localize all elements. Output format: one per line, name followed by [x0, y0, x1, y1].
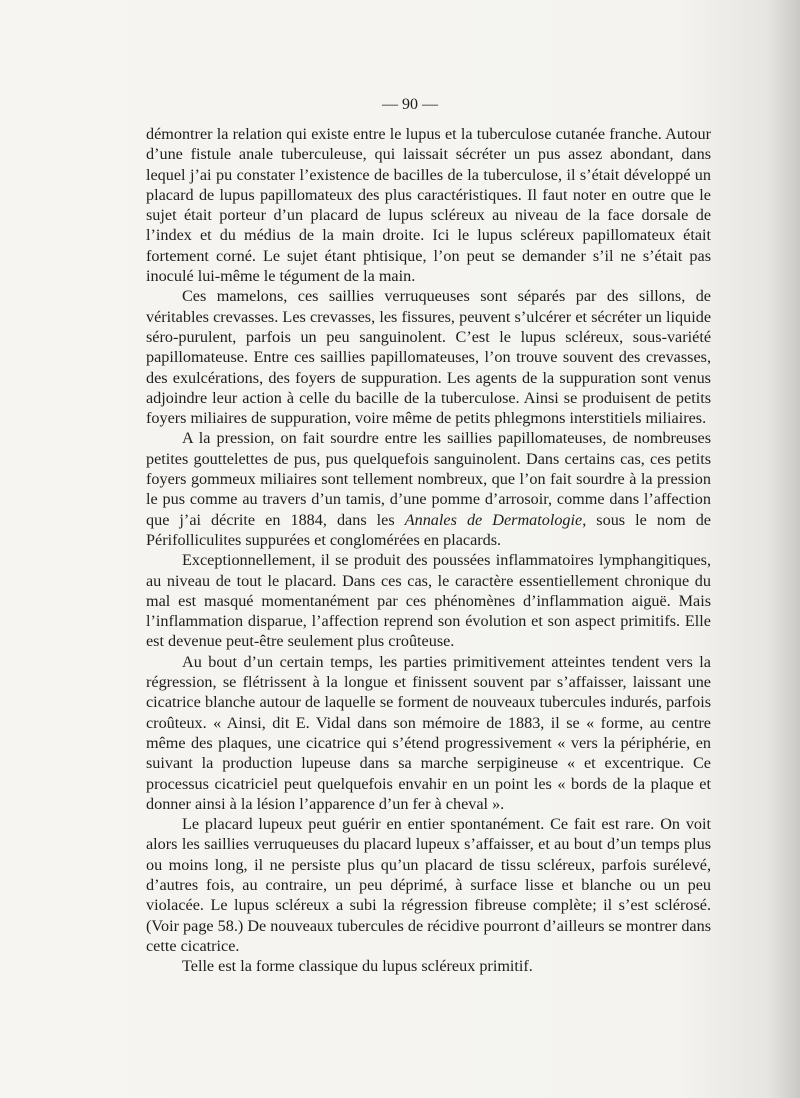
paragraph-4: Exceptionnellement, il se produit des poussées inflammatoires lymphangitiques, au niveau de tout le placard. Dans ces cas, le caractère essentiellement chronique du mal est masqué momentanément par ces phénomènes d’inflammation aiguë. Mais l’inflammation disparue, l’affection reprend son évolution et son aspect primitifs. Elle est devenue peut-être seulement plus croûteuse. — [146, 551, 711, 651]
paragraph-3-tail: , sous le nom de Périfolliculites suppurées et conglomérées en placards. — [146, 510, 711, 549]
journal-title: Annales de Dermatologie — [404, 510, 583, 529]
body-text — [146, 124, 711, 976]
paragraph-1: démontrer la relation qui existe entre le lupus et la tuberculose cutanée franche. Autour d’une fistule anale tuberculeuse, qui laissait sécréter un pus assez abondant, dans lequel j’ai pu constater l’existence de bacilles de la tuberculose, il s’était développé un placard de lupus papillomateux des plus caractéristiques. Il faut noter en outre que le sujet était porteur d’un placard de lupus scléreux au niveau de la face dorsale de l’index et du médius de la main droite. Ici le lupus scléreux papillomateux était fortement corné. Le sujet étant phtisique, l’on peut se demander s’il ne s’était pas inoculé lui-même le tégument de la main. — [146, 125, 711, 286]
paragraph-6: Le placard lupeux peut guérir en entier spontanément. Ce fait est rare. On voit alors les saillies verruqueuses du placard lupeux s’affaisser, et au bout d’un temps plus ou moins long, il ne persiste plus qu’un placard de tissu scléreux, parfois surélevé, d’autres fois, au contraire, un peu déprimé, à surface lisse et blanche ou un peu violacée. Le lupus scléreux a subi la régression fibreuse complète; il s’est sclérosé. (Voir page 58.) De nouveaux tubercules de récidive pourront d’ailleurs se montrer dans cette cicatrice. — [146, 815, 711, 955]
paragraph-3-text: A la pression, on fait sourdre entre les saillies papillomateuses, de nombreuses petites gouttelettes de pus, pus quelquefois sanguinolent. Dans certains cas, ces petits foyers gommeux miliaires sont tellement nombreux, que l’on fait sourdre à la pression le pus comme au travers d’un tamis, d’une pomme d’arrosoir, comme dans l’affection que j’ai décrite en 1884, dans les — [146, 429, 711, 529]
page-number: — 90 — — [382, 96, 438, 113]
paragraph-7: Telle est la forme classique du lupus scléreux primitif. — [182, 957, 533, 976]
paragraph-5: Au bout d’un certain temps, les parties primitivement atteintes tendent vers la régression, se flétrissent à la longue et finissent souvent par s’affaisser, laissant une cicatrice blanche autour de laquelle se forment de nouveaux tubercules indurés, parfois croûteux. « Ainsi, dit E. Vidal dans son mémoire de 1883, il se « forme, au centre même des plaques, une cicatrice qui s’étend progressivement « vers la périphérie, en suivant la production lupeuse dans sa marche serpigineuse « et excentrique. Ce processus cicatriciel peut quelquefois envahir en un point les « bords de la plaque et donner ainsi à la lésion l’apparence d’un fer à cheval ». — [146, 652, 711, 813]
paragraph-2: Ces mamelons, ces saillies verruqueuses sont séparés par des sillons, de véritables crevasses. Les crevasses, les fissures, peuvent s’ulcérer et sécréter un liquide séro-purulent, parfois un peu sanguinolent. C’est le lupus scléreux, sous-variété papillomateuse. Entre ces saillies papillomateuses, l’on trouve souvent des crevasses, des exulcérations, des foyers de suppuration. Les agents de la suppuration sont venus adjoindre leur action à celle du bacille de la tuberculose. Ainsi se produisent de petits foyers miliaires de suppuration, voire même de petits phlegmons interstitiels miliaires. — [146, 287, 711, 428]
paragraph-3 — [146, 428, 711, 550]
